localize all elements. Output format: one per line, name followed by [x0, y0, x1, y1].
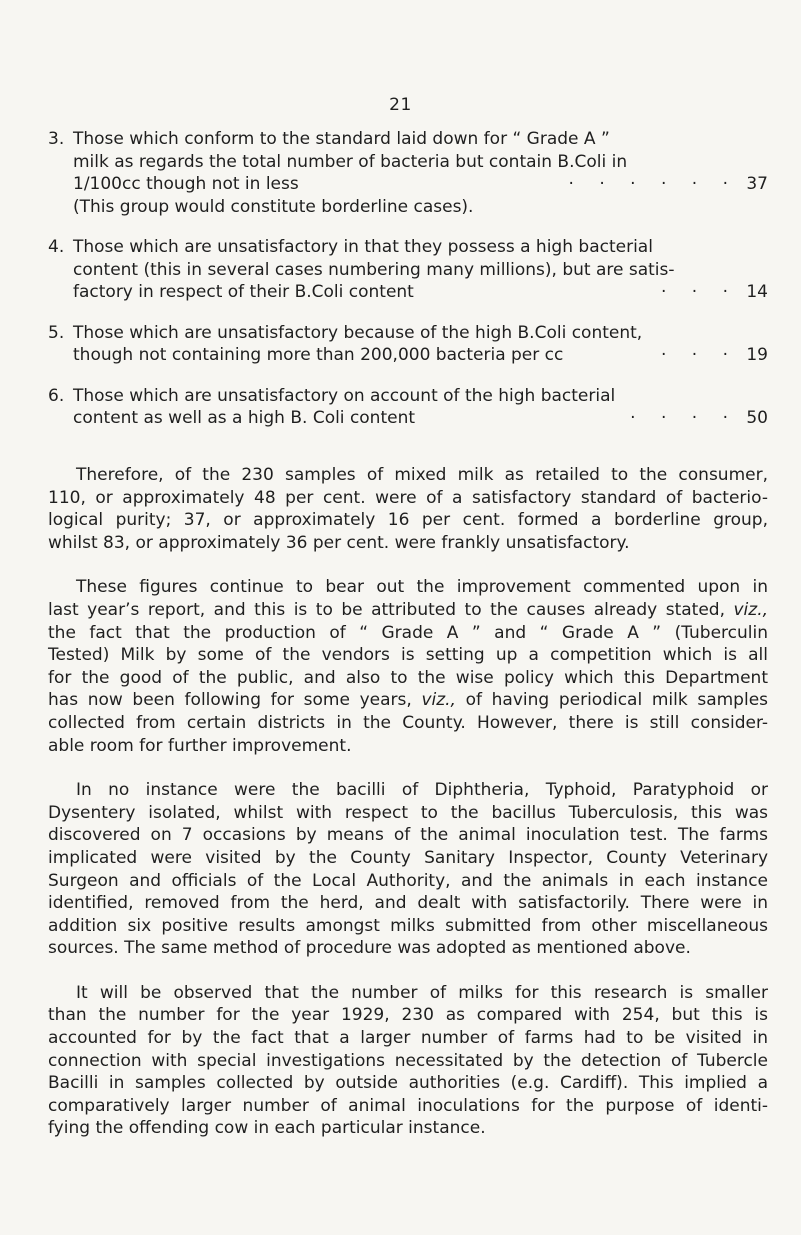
- paragraph-line: addition six positive results amongst milks submitted from other miscellaneous: [48, 915, 768, 936]
- item-line: factory in respect of their B.Coli content: [73, 282, 414, 302]
- item-line: Those which conform to the standard laid down for “ Grade A ”: [73, 129, 610, 149]
- paragraph: [48, 464, 768, 554]
- item-number: 5.: [48, 322, 65, 343]
- paragraph-line: It will be observed that the number of milks for this research is smaller: [76, 982, 768, 1003]
- paragraph-line: collected from certain districts in the County. However, there is still consider-: [48, 712, 768, 733]
- item-line: content (this in several cases numbering many millions), but are satis-: [73, 259, 675, 280]
- paragraph-line: implicated were visited by the County Sanitary Inspector, County Veterinary: [48, 847, 768, 868]
- item-line: though not containing more than 200,000 bacteria per cc: [73, 345, 564, 365]
- paragraph-line: fying the offending cow in each particular instance.: [48, 1118, 486, 1139]
- item-line: Those which are unsatisfactory in that they possess a high bacterial: [73, 237, 653, 257]
- item-count: 14: [746, 282, 768, 302]
- sample-category-list: [48, 128, 768, 448]
- paragraph-line: Therefore, of the 230 samples of mixed milk as retailed to the consumer,: [76, 465, 768, 485]
- paragraph-line: Bacilli in samples collected by outside authorities (e.g. Cardiff). This implied a: [48, 1073, 768, 1094]
- paragraph: [48, 779, 768, 960]
- list-item: [48, 236, 768, 304]
- paragraph-line: comparatively larger number of animal inoculations for the purpose of identi-: [48, 1095, 768, 1116]
- item-count: 50: [746, 408, 768, 428]
- leader-dots: · · · · · ·: [568, 174, 738, 194]
- paragraph-line: able room for further improvement.: [48, 735, 352, 756]
- paragraph-line: Surgeon and officials of the Local Authority, and the animals in each instance: [48, 870, 768, 891]
- paragraph-line: whilst 83, or approximately 36 per cent. were frankly unsatisfactory.: [48, 532, 630, 553]
- item-count: 19: [746, 345, 768, 365]
- leader-dots: · · ·: [660, 282, 738, 302]
- paragraph-line: connection with special investigations necessitated by the detection of Tubercle: [48, 1050, 768, 1071]
- item-line: Those which are unsatisfactory on account of the high bacterial: [73, 385, 616, 406]
- paragraph-line: Dysentery isolated, whilst with respect to the bacillus Tuberculosis, this was: [48, 802, 768, 823]
- paragraph-line: last year’s report, and this is to be attributed to the causes already stated, viz.,: [48, 599, 768, 620]
- item-number: 4.: [48, 237, 65, 257]
- paragraph-line: accounted for by the fact that a larger number of farms had to be visited in: [48, 1028, 768, 1049]
- body-text: [48, 464, 768, 1162]
- paragraph-line: discovered on 7 occasions by means of the animal inoculation test. The farms: [48, 825, 768, 846]
- paragraph-line: for the good of the public, and also to the wise policy which this Department: [48, 667, 768, 688]
- item-line: (This group would constitute borderline cases).: [73, 196, 474, 217]
- italic-viz: viz.,: [421, 690, 456, 711]
- leader-dots: · · ·: [660, 345, 738, 365]
- item-line: 1/100cc though not in less: [73, 174, 299, 194]
- leader-dots: · · · ·: [630, 408, 738, 428]
- paragraph-line: In no instance were the bacilli of Diphtheria, Typhoid, Paratyphoid or: [76, 780, 768, 801]
- item-number: 3.: [48, 129, 65, 149]
- paragraph-line: identified, removed from the herd, and dealt with satisfactorily. There were in: [48, 893, 768, 914]
- list-item: [48, 128, 768, 218]
- paragraph-line: These figures continue to bear out the improvement commented upon in: [76, 577, 768, 598]
- item-line: milk as regards the total number of bacteria but contain B.Coli in: [73, 151, 628, 172]
- paragraph-line: has now been following for some years, viz., of having periodical milk samples: [48, 690, 769, 711]
- paragraph-line: than the number for the year 1929, 230 as compared with 254, but this is: [48, 1005, 768, 1026]
- paragraph-line: sources. The same method of procedure was adopted as mentioned above.: [48, 938, 691, 959]
- item-count: 37: [746, 174, 768, 194]
- item-last-line: [73, 344, 768, 367]
- item-line: Those which are unsatisfactory because of the high B.Coli content,: [73, 322, 643, 343]
- paragraph: [48, 576, 768, 757]
- item-number: 6.: [48, 385, 65, 406]
- list-item: [48, 385, 768, 430]
- paragraph-line: logical purity; 37, or approximately 16 per cent. formed a borderline group,: [48, 510, 768, 531]
- item-last-line: [73, 173, 768, 196]
- item-last-line: [73, 281, 768, 304]
- paragraph-line: the fact that the production of “ Grade A ” and “ Grade A ” (Tuberculin: [48, 622, 768, 643]
- paragraph: [48, 982, 768, 1140]
- list-item: [48, 322, 768, 367]
- paragraph-line: Tested) Milk by some of the vendors is setting up a competition which is all: [48, 645, 768, 666]
- italic-viz: viz.,: [733, 599, 768, 620]
- paragraph-line: 110, or approximately 48 per cent. were of a satisfactory standard of bacterio-: [48, 487, 768, 508]
- page-number: 21: [389, 95, 412, 115]
- item-last-line: [73, 407, 768, 430]
- item-line: content as well as a high B. Coli content: [73, 408, 416, 428]
